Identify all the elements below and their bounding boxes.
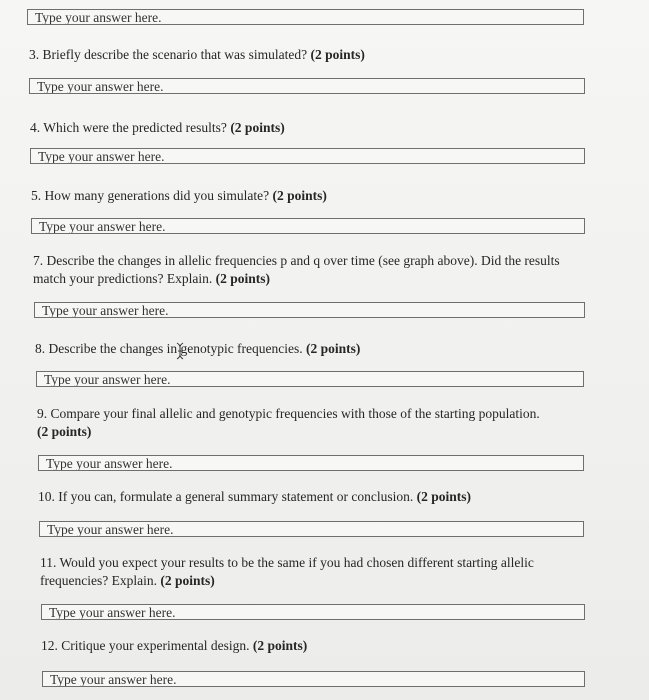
answer-placeholder: Type your answer here. [50, 672, 177, 687]
question-text: 7. Describe the changes in allelic frequencies p and q over time (see graph above). Did the results match your predictions? Explain. [33, 253, 560, 286]
answer-placeholder: Type your answer here. [49, 605, 176, 620]
question-text: 4. Which were the predicted results? [30, 120, 227, 135]
answer-field-q9[interactable] [38, 455, 584, 471]
answer-placeholder: Type your answer here. [42, 303, 169, 318]
question-3 [29, 46, 609, 64]
answer-field-q11[interactable] [41, 604, 585, 620]
question-points: (2 points) [416, 489, 472, 504]
question-points: (2 points) [306, 341, 361, 356]
question-9 [37, 405, 547, 441]
question-text: 5. How many generations did you simulate? [31, 188, 270, 203]
question-11 [40, 554, 595, 590]
answer-field-q5[interactable] [31, 218, 585, 234]
question-5 [31, 187, 611, 205]
answer-placeholder: Type your answer here. [47, 522, 174, 537]
answer-field-q3[interactable] [29, 78, 585, 94]
answer-field-q4[interactable] [30, 148, 585, 164]
answer-placeholder: Type your answer here. [37, 79, 164, 94]
question-points: (2 points) [272, 188, 327, 203]
question-12 [41, 637, 621, 655]
question-points: (2 points) [252, 638, 308, 653]
question-text: 11. Would you expect your results to be the same if you had chosen different starting allelic frequencies? Explain. [40, 555, 534, 588]
question-text: 9. Compare your final allelic and genotypic frequencies with those of the starting population. [37, 406, 540, 421]
answer-placeholder: Type your answer here. [46, 456, 173, 471]
question-text: 12. Critique your experimental design. [41, 638, 250, 653]
question-text: 3. Briefly describe the scenario that was simulated? [29, 47, 308, 62]
question-points: (2 points) [215, 271, 270, 286]
question-4 [30, 119, 610, 137]
answer-field-q8[interactable] [36, 371, 584, 387]
question-points: (2 points) [37, 424, 92, 439]
question-10 [38, 488, 618, 506]
question-7 [33, 252, 585, 288]
answer-placeholder: Type your answer here. [39, 219, 166, 234]
answer-field-q12[interactable] [42, 671, 585, 687]
answer-placeholder: Type your answer here. [44, 372, 171, 387]
question-text: 10. If you can, formulate a general summary statement or conclusion. [38, 489, 414, 504]
question-points: (2 points) [310, 47, 365, 62]
question-text: 8. Describe the changes in genotypic frequencies. [35, 341, 303, 356]
text-cursor-icon [176, 342, 184, 360]
question-points: (2 points) [160, 573, 215, 588]
question-8 [35, 340, 595, 358]
answer-placeholder: Type your answer here. [38, 149, 165, 164]
answer-field-q10[interactable] [39, 521, 584, 537]
answer-placeholder: Type your answer here. [35, 10, 162, 25]
question-points: (2 points) [230, 120, 285, 135]
answer-field-q7[interactable] [34, 302, 585, 318]
answer-field-q2[interactable] [27, 9, 584, 25]
